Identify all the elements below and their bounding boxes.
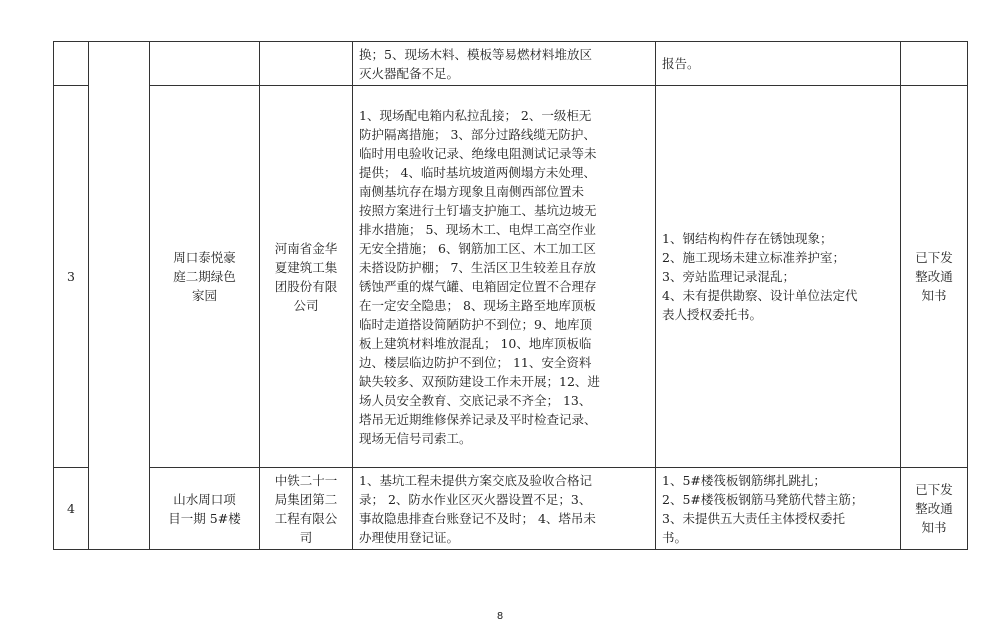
merged-blank-cell [89,42,150,550]
cell-text-line: 表人授权委托书。 [662,307,763,322]
cell-text-line: 团股份有限 [274,278,338,294]
cell-text-line: 庭二期绿色 [173,269,236,284]
cell-text-line: 局集团第二 [274,491,338,507]
cell-text-line: 周口泰悦豪 [173,250,236,265]
cell-text-line: 书。 [662,529,688,545]
construction-unit [260,86,353,468]
cell-text-line: 已下发 [915,482,953,497]
cell-text-line: 缺失较多、双预防建设工作未开展；12、进 [359,373,600,389]
construction-unit [260,468,353,550]
cell-text-line: 2、5#楼筏板钢筋马凳筋代替主筋； [662,491,864,507]
table-row [54,468,968,550]
cell-text-line: 1、5#楼筏板钢筋绑扎跳扎； [662,472,826,488]
cell-text-line: 1、钢结构构件存在锈蚀现象； [662,231,833,246]
rectification-status [901,468,968,550]
cell-text-line: 河南省金华 [274,240,338,256]
cell-text-line: 边、楼层临边防护不到位； 11、安全资料 [359,354,592,370]
cell-text-line: 1、基坑工程未提供方案交底及验收合格记 [359,472,592,488]
cell-text-line: 录； 2、防水作业区灭火器设置不足；3、 [359,491,592,507]
cell-text-line: 锈蚀严重的煤气罐、电箱固定位置不合理存 [359,278,597,294]
cell-text-line: 换；5、现场木料、模板等易燃材料堆放区 [359,46,592,62]
cell-text-line: 灭火器配备不足。 [359,65,460,81]
cell-text-line: 办理使用登记证。 [359,529,460,545]
rectification-status [901,42,968,86]
cell-text-line: 工程有限公 [274,510,338,526]
cell-text-line: 报告。 [662,56,700,71]
cell-text-line: 1、现场配电箱内私拉乱接； 2、一级柜无 [359,107,592,123]
cell-text-line: 临时走道搭设简陋防护不到位；9、地库顶 [359,316,592,332]
rectification-status [901,86,968,468]
project-name [150,86,260,468]
row-number: 3 [54,86,89,468]
cell-text-line: 现场无信号司索工。 [359,430,472,446]
cell-text-line: 按照方案进行土钉墙支护施工、基坑边坡无 [359,202,597,218]
cell-text-line: 夏建筑工集 [274,259,338,275]
cell-text-line: 4、未有提供勘察、设计单位法定代 [662,288,858,303]
table-row [54,86,968,468]
cell-text-line: 排水措施； 5、现场木工、电焊工高空作业 [359,221,596,237]
cell-text-line: 临时用电验收记录、绝缘电阻测试记录等未 [359,145,597,161]
construction-unit [260,42,353,86]
safety-issues [353,468,656,550]
cell-text-line: 目一期 5#楼 [168,510,241,526]
cell-text-line: 中铁二十一 [274,472,338,488]
table-row [54,42,968,86]
safety-issues [353,42,656,86]
cell-text-line: 整改通 [915,269,953,284]
cell-text-line: 提供； 4、临时基坑坡道两侧塌方未处理、 [359,164,596,180]
cell-text-line: 防护隔离措施； 3、部分过路线缆无防护、 [359,126,596,142]
cell-text-line: 南侧基坑存在塌方现象且南侧西部位置未 [359,183,585,199]
page-number: 8 [496,611,504,622]
cell-text-line: 知书 [921,288,947,303]
cell-text-line: 无安全措施； 6、钢筋加工区、木工加工区 [359,240,596,256]
inspection-table [53,41,968,550]
cell-text-line: 公司 [293,297,319,313]
row-number: 4 [54,468,89,550]
project-name [150,468,260,550]
cell-text-line: 2、施工现场未建立标准养护室； [662,250,845,265]
cell-text-line: 塔吊无近期维修保养记录及平时检查记录、 [359,411,597,427]
supervision-issues [656,468,901,550]
cell-text-line: 未搭设防护棚； 7、生活区卫生较差且存放 [359,259,596,275]
project-name [150,42,260,86]
cell-text-line: 事故隐患排查台账登记不及时； 4、塔吊未 [359,510,596,526]
cell-text-line: 场人员安全教育、交底记录不齐全； 13、 [359,392,592,408]
cell-text-line: 司 [299,529,313,545]
cell-text-line: 板上建筑材料堆放混乱； 10、地库顶板临 [359,335,592,351]
cell-text-line: 3、旁站监理记录混乱； [662,269,795,284]
cell-text-line: 山水周口项 [173,491,236,507]
safety-issues [353,86,656,468]
cell-text-line: 知书 [921,520,947,535]
row-number [54,42,89,86]
cell-text-line: 家园 [191,288,217,303]
supervision-issues [656,86,901,468]
cell-text-line: 在一定安全隐患； 8、现场主路至地库顶板 [359,297,596,313]
cell-text-line: 3、未提供五大责任主体授权委托 [662,510,845,526]
cell-text-line: 整改通 [915,501,953,516]
cell-text-line: 已下发 [915,250,953,265]
supervision-issues [656,42,901,86]
